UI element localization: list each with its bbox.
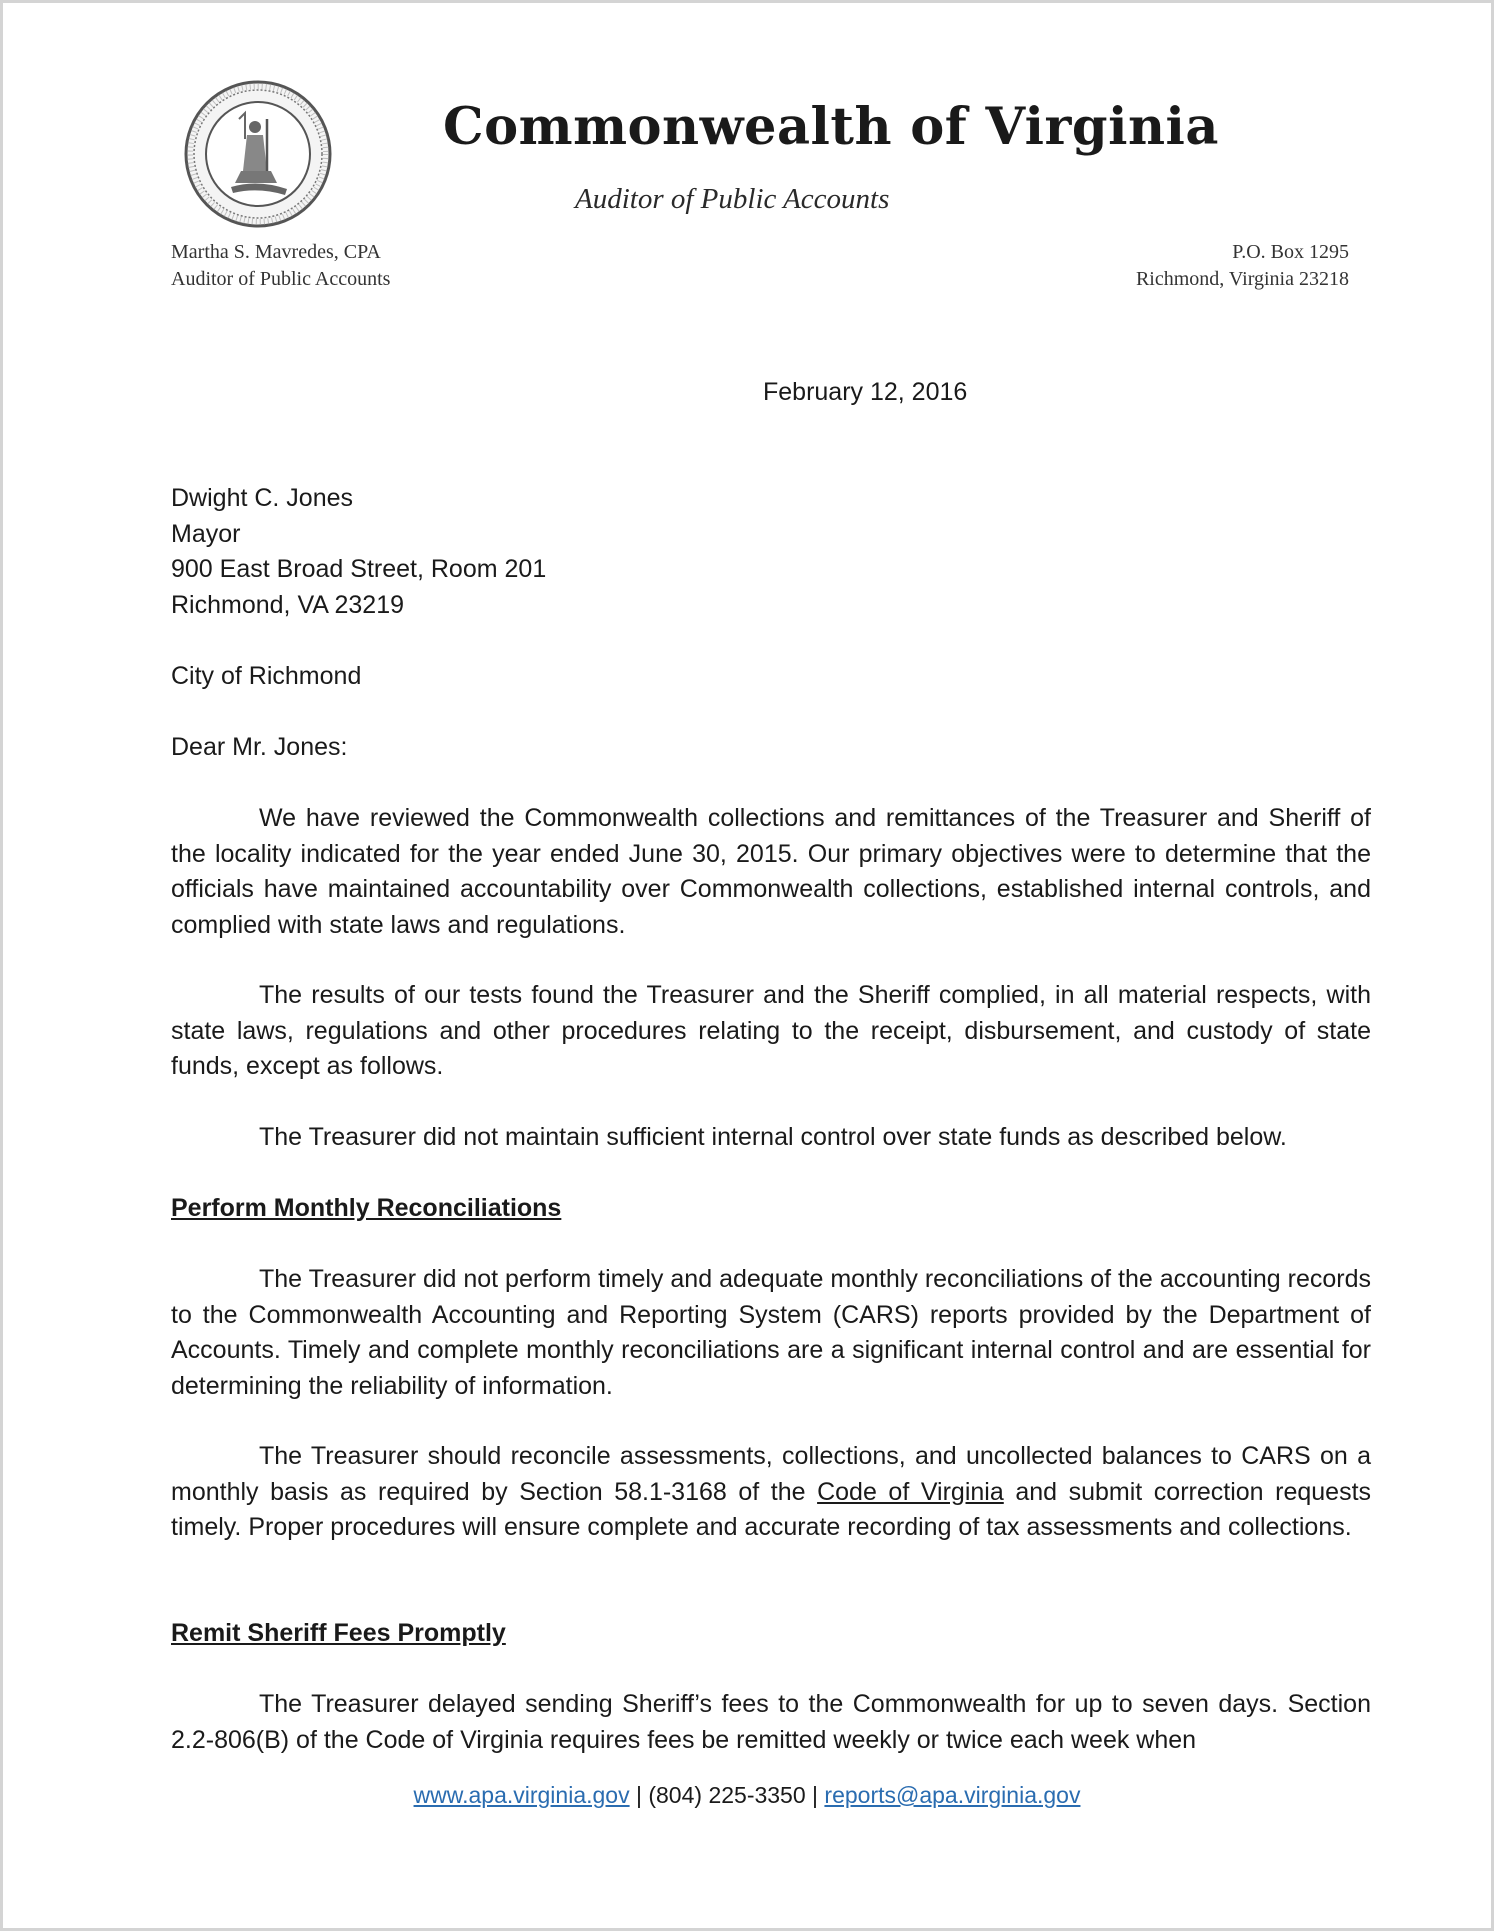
letter-footer <box>3 1782 1491 1809</box>
footer-separator: | <box>635 1782 642 1808</box>
code-of-virginia-citation: Code of Virginia <box>817 1477 1004 1506</box>
letterhead-subtitle: Auditor of Public Accounts <box>575 183 890 215</box>
paragraph-reconciliation-recommendation <box>171 1439 1371 1546</box>
locality-line: City of Richmond <box>171 662 362 690</box>
recipient-city: Richmond, VA 23219 <box>171 590 405 619</box>
recommendation-text-end: and submit correction requests timely. Proper procedures will ensure complete and accurate recording of tax assessments and collections. <box>171 1477 1372 1542</box>
website-link[interactable]: www.apa.virginia.gov <box>413 1782 630 1808</box>
salutation: Dear Mr. Jones: <box>171 733 348 761</box>
paragraph-review-objectives: We have reviewed the Commonwealth collections and remittances of the Treasurer and Sheriff of the locality indicated for the year ended June 30, 2015. Our primary objectives were to determine that the officials have maintained accountability over Commonwealth collections, established internal controls, and complied with state laws and regulations. <box>171 804 1371 939</box>
virginia-state-seal-icon <box>183 79 333 229</box>
footer-separator: | <box>812 1782 819 1808</box>
heading-remit-sheriff-fees: Remit Sheriff Fees Promptly <box>171 1619 506 1647</box>
paragraph-test-results: The results of our tests found the Treasurer and the Sheriff complied, in all material respects, with state laws, regulations and other procedures relating to the receipt, disbursement, and custody of state funds, except as follows. <box>171 981 1371 1081</box>
po-box: P.O. Box 1295 <box>1232 241 1349 263</box>
recommendation-text-start: The Treasurer should reconcile assessments, collections, and uncollected balances to CARS on a monthly basis as required by Section 58.1-3168 of the <box>171 1442 1371 1506</box>
office-address-block <box>1136 239 1349 293</box>
paragraph-reconciliation-finding: The Treasurer did not perform timely and adequate monthly reconciliations of the accounting records to the Commonwealth Accounting and Reporting System (CARS) reports provided by the Department of Accounts. Timely and complete monthly reconciliations are a significant internal control and are essential for determining the reliability of information. <box>171 1265 1371 1400</box>
recipient-address <box>171 481 1371 623</box>
heading-monthly-reconciliations: Perform Monthly Reconciliations <box>171 1194 562 1222</box>
paragraph-sheriff-fees-finding: The Treasurer delayed sending Sheriff’s fees to the Commonwealth for up to seven days. Section 2.2-806(B) of the Code of Virginia requires fees be remitted weekly or twice each week when <box>171 1690 1371 1754</box>
recipient-position: Mayor <box>171 519 241 548</box>
letter-date: February 12, 2016 <box>763 378 968 406</box>
auditor-name: Martha S. Mavredes, CPA <box>171 241 381 263</box>
paragraph-internal-control: The Treasurer did not maintain sufficient internal control over state funds as described below. <box>259 1123 1287 1151</box>
email-link[interactable]: reports@apa.virginia.gov <box>824 1782 1081 1808</box>
auditor-name-block <box>171 239 390 293</box>
office-city: Richmond, Virginia 23218 <box>1135 268 1349 290</box>
auditor-title: Auditor of Public Accounts <box>171 268 391 290</box>
recipient-name: Dwight C. Jones <box>171 484 354 512</box>
letterhead-title: Commonwealth of Virginia <box>443 97 1219 157</box>
recipient-street: 900 East Broad Street, Room 201 <box>171 555 547 584</box>
phone-number: (804) 225-3350 <box>648 1782 806 1808</box>
